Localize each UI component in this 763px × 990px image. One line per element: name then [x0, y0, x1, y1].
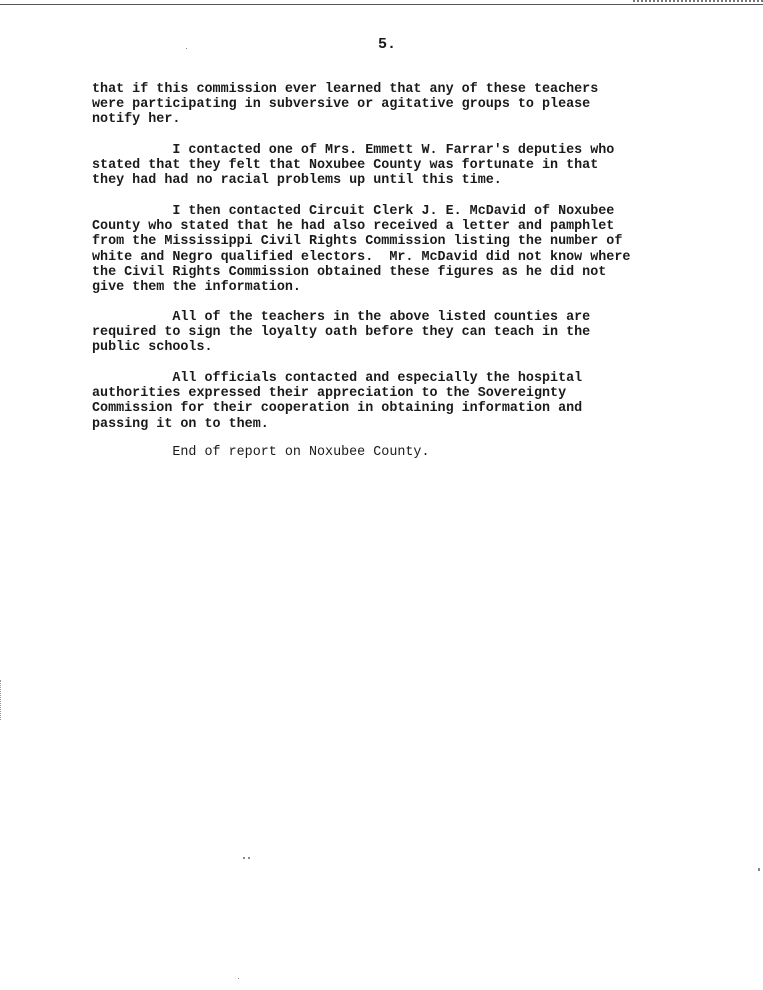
- paragraph-5: All officials contacted and especially the hospital authorities expressed their appreciation to the Sovereignty Commission for their cooperation in obtaining information and passing it on to them.: [92, 371, 583, 432]
- paragraph-2: I contacted one of Mrs. Emmett W. Farrar's deputies who stated that they felt that Noxubee County was fortunate in that they had had no racial problems up until this time.: [92, 143, 615, 189]
- paragraph-4: All of the teachers in the above listed counties are required to sign the loyalty oath before they can teach in the public schools.: [92, 310, 591, 356]
- top-right-dotted-edge: [633, 0, 763, 2]
- scan-speck: [243, 857, 245, 859]
- scan-speck: [186, 48, 187, 49]
- paragraph-1: that if this commission ever learned that any of these teachers were participating in subversive or agitative groups to please notify her.: [92, 82, 599, 128]
- top-border-line: [0, 4, 763, 5]
- scan-speck: [238, 978, 239, 979]
- paragraph-3: I then contacted Circuit Clerk J. E. McDavid of Noxubee County who stated that he had also received a letter and pamphlet from the Mississippi Civil Rights Commission listing the number of white and Negro qualified electors. Mr. McDavid did not know where the Civil Rights Commission obtained these figures as he did not give them the information.: [92, 204, 631, 296]
- page-number: 5.: [378, 36, 397, 53]
- scan-speck: [248, 857, 250, 859]
- scan-speck: [758, 868, 760, 871]
- scan-edge-mark: [0, 680, 3, 720]
- closing-line: End of report on Noxubee County.: [92, 445, 430, 460]
